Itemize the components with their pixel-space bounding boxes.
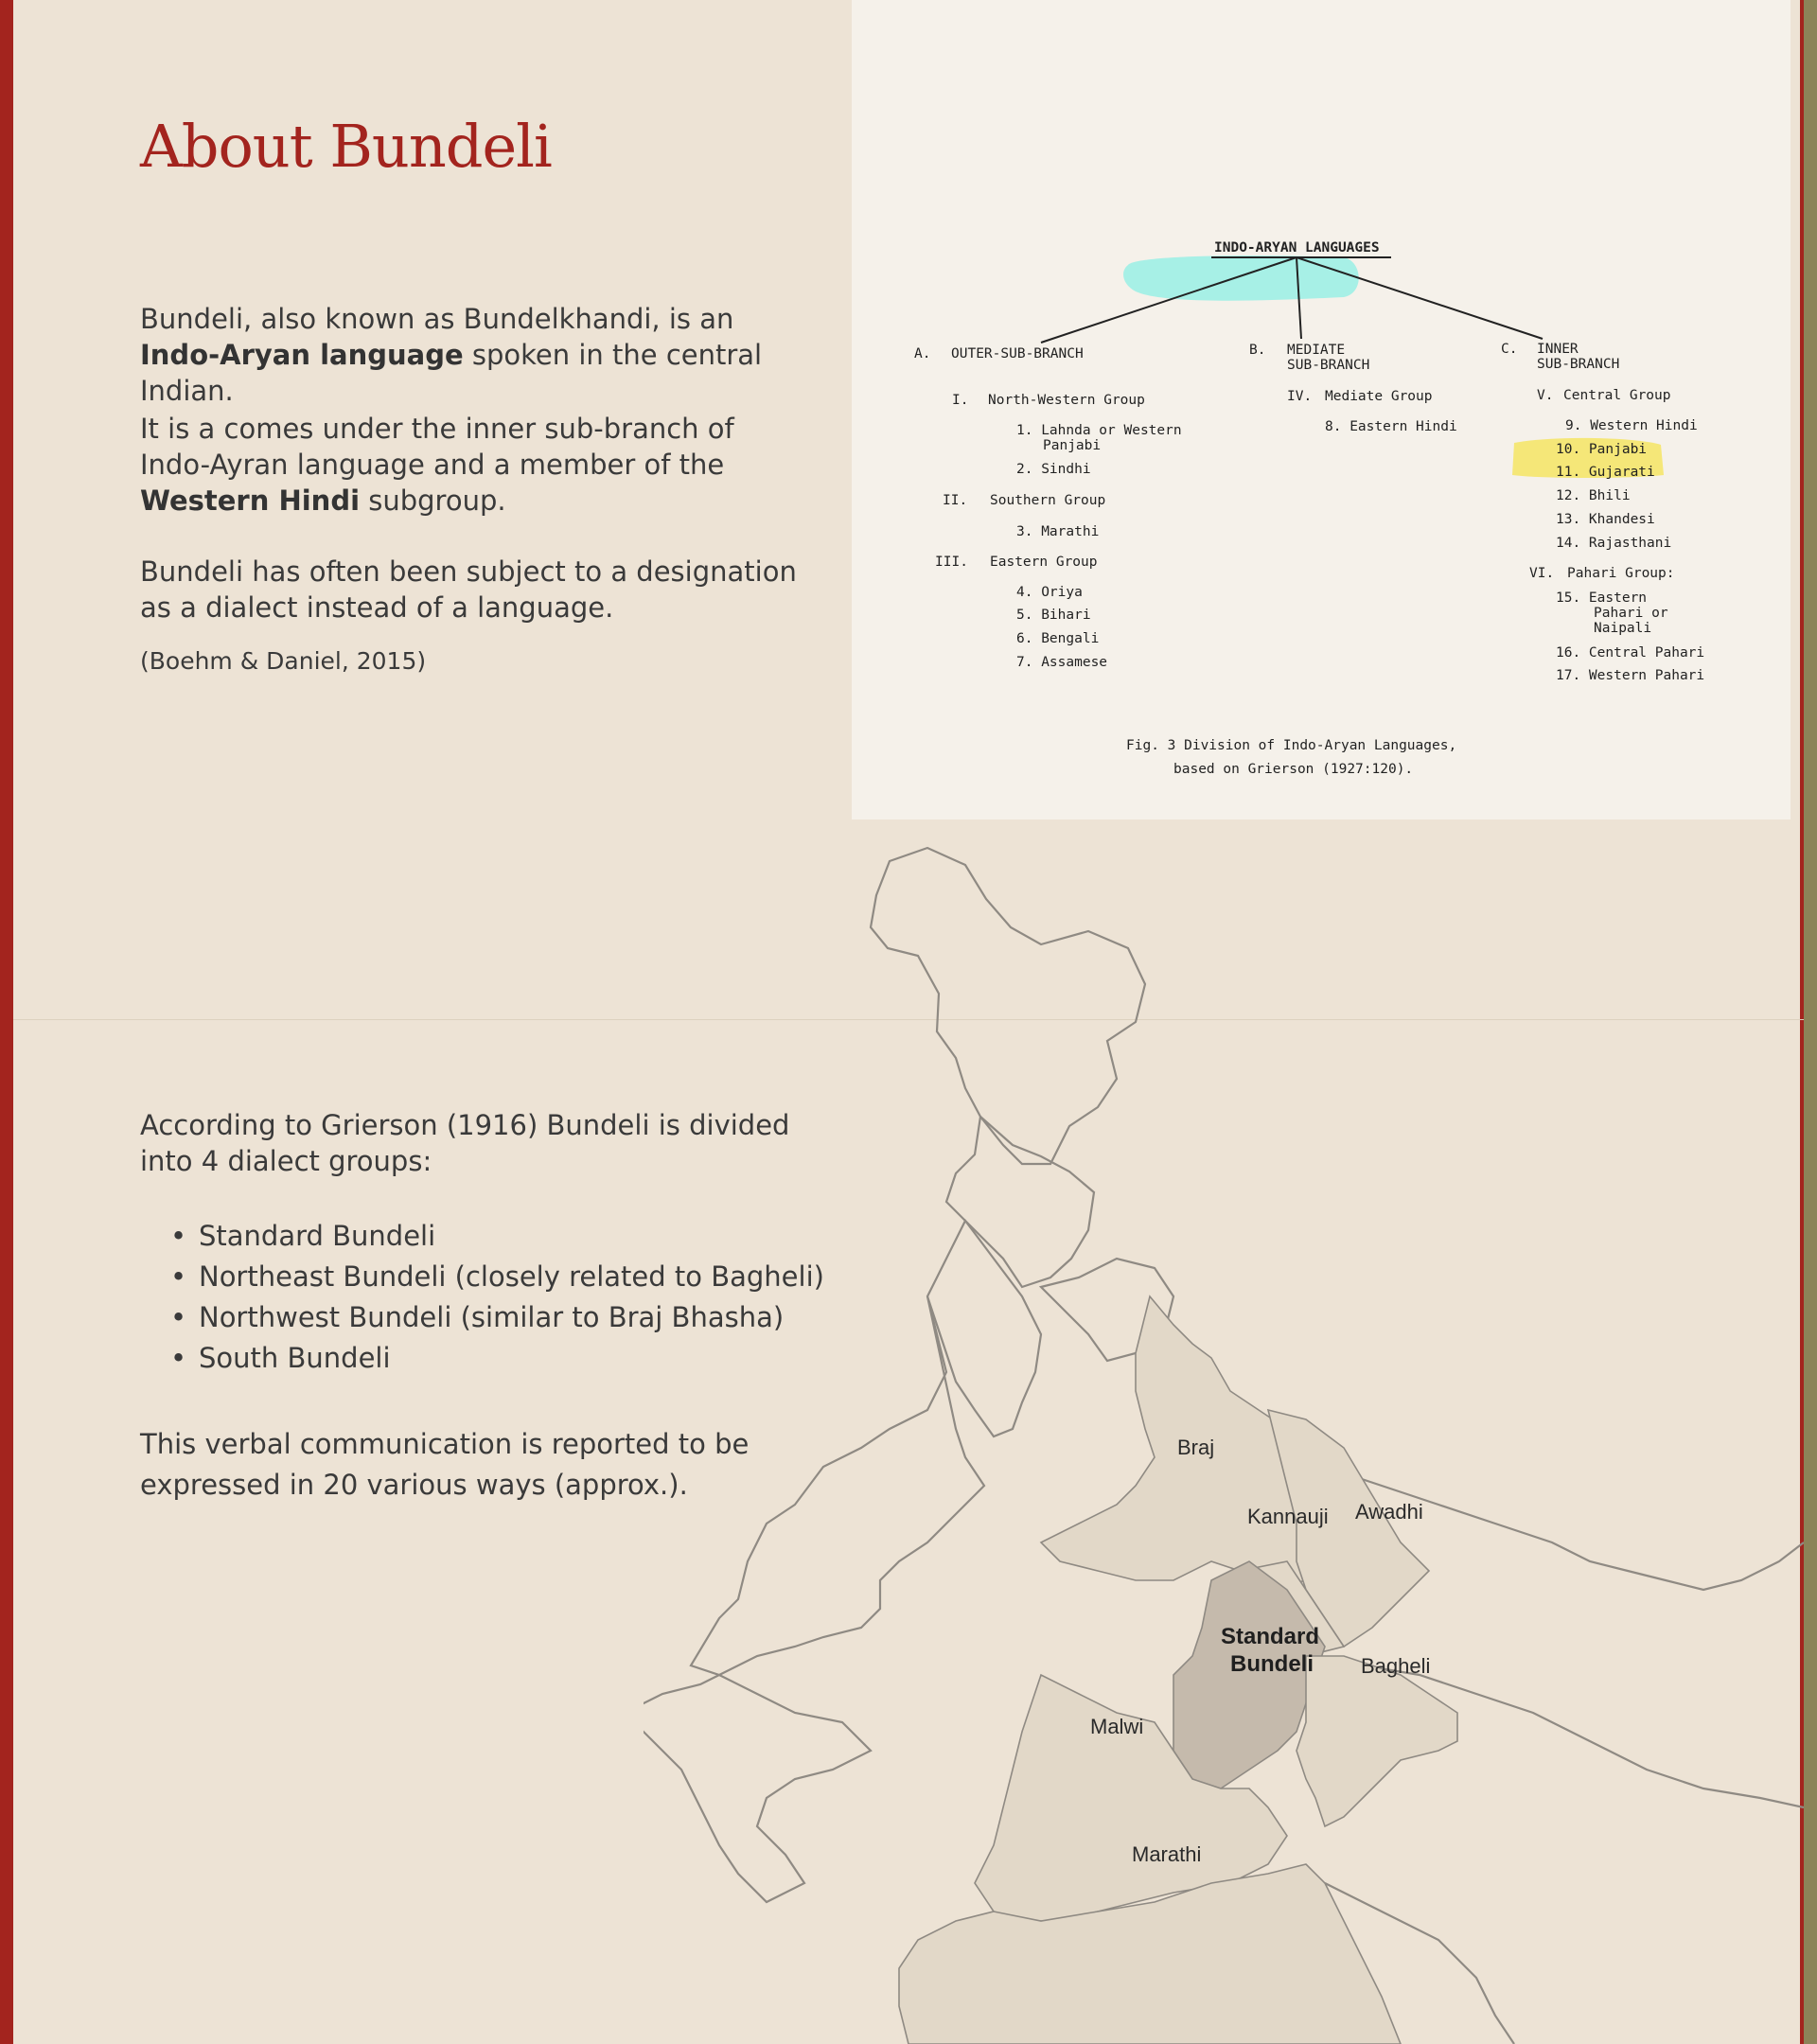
lang-1b: Panjabi [1043,438,1102,453]
lang-3: 3. Marathi [1016,524,1100,539]
northwest-region-b [927,1221,1041,1436]
map-label-kannauji: Kannauji [1247,1505,1329,1528]
group-mediate: Mediate Group [1325,389,1433,404]
lang-14: 14. Rajasthani [1556,536,1672,551]
intro-paragraph-2 [140,411,803,519]
map-label-marathi: Marathi [1132,1842,1202,1866]
intro-text: It is a comes under the inner sub-branch of Indo-Ayran language and a member of the [140,413,734,481]
lang-10: 10. Panjabi [1556,442,1648,457]
citation: (Boehm & Daniel, 2015) [140,647,427,675]
map-label-standard-1: Standard [1221,1624,1320,1649]
list-item: • South Bundeli [170,1338,824,1379]
group-south: Southern Group [990,493,1106,508]
roman-4: IV. [1287,389,1313,404]
lang-6: 6. Bengali [1016,631,1100,646]
roman-5: V. [1537,388,1554,403]
c-letter: C. [1501,342,1518,357]
lang-17: 17. Western Pahari [1556,668,1705,683]
lang-12: 12. Bhili [1556,488,1631,503]
map-label-braj: Braj [1177,1436,1215,1459]
figure-caption-2: based on Grierson (1927:120). [1173,762,1414,777]
left-border [0,0,13,2044]
list-item: • Northeast Bundeli (closely related to Bagheli) [170,1257,824,1297]
list-item: • Standard Bundeli [170,1216,824,1257]
lang-13: 13. Khandesi [1556,512,1655,527]
c-label1: INNER [1537,342,1579,357]
intro-paragraph-1 [140,301,803,409]
intro-bold-term: Indo-Aryan language [140,339,464,371]
roman-1: I. [952,393,969,408]
lang-5: 5. Bihari [1016,608,1091,623]
group-pahari: Pahari Group: [1567,566,1675,581]
b-letter: B. [1249,343,1266,358]
intro-bold-term: Western Hindi [140,485,361,517]
lang-11: 11. Gujarati [1556,465,1655,480]
dialects-intro: According to Grierson (1916) Bundeli is divided into 4 dialect groups: [140,1109,790,1177]
group-east: Eastern Group [990,555,1098,570]
intro-text: spoken in the central Indian. [140,339,763,407]
group-central: Central Group [1563,388,1671,403]
map-label-malwi: Malwi [1090,1715,1144,1738]
lang-8: 8. Eastern Hindi [1325,419,1457,434]
c-label2: SUB-BRANCH [1537,357,1620,372]
lang-4: 4. Oriya [1016,585,1083,600]
a-label: OUTER-SUB-BRANCH [951,346,1084,361]
lang-1a: 1. Lahnda or Western [1016,423,1182,438]
list-item: • Northwest Bundeli (similar to Braj Bhasha) [170,1297,824,1338]
north-region [871,848,1145,1164]
page-title: About Bundeli [140,112,552,181]
intro-paragraph-3: Bundeli has often been subject to a designation as a dialect instead of a language. [140,555,797,624]
right-border [1804,0,1817,2044]
tree-diagram [852,0,1791,819]
map-label-standard-2: Bundeli [1230,1651,1314,1677]
intro-text: subgroup. [360,485,506,517]
lang-15b: Pahari or [1594,606,1668,621]
lang-7: 7. Assamese [1016,655,1108,670]
lang-15c: Naipali [1594,621,1652,636]
figure-caption-1: Fig. 3 Division of Indo-Aryan Languages, [1126,738,1457,753]
roman-3: III. [935,555,968,570]
intro-text: Bundeli, also known as Bundelkhandi, is an [140,303,734,335]
gujarat-region [644,1675,871,1902]
lang-15a: 15. Eastern [1556,590,1648,606]
tree-root: INDO-ARYAN LANGUAGES [1214,240,1380,256]
group-nw: North-Western Group [988,393,1145,408]
teal-highlight [1123,256,1359,301]
b-label1: MEDIATE [1287,343,1346,358]
dialects-note: This verbal communication is reported to be expressed in 20 various ways (approx.). [140,1428,750,1501]
lang-16: 16. Central Pahari [1556,645,1705,661]
indo-aryan-tree-figure [852,0,1791,819]
bagheli-region [1297,1656,1457,1826]
west-region [691,1296,984,1675]
northwest-region-a [946,1117,1094,1287]
lang-2: 2. Sindhi [1016,462,1091,477]
b-label2: SUB-BRANCH [1287,358,1370,373]
map-label-bagheli: Bagheli [1361,1654,1431,1678]
lang-9: 9. Western Hindi [1565,418,1698,433]
a-letter: A. [914,346,931,361]
india-dialect-map [644,842,1804,2044]
branch-c-line [1297,257,1543,339]
map-label-awadhi: Awadhi [1355,1500,1423,1524]
roman-6: VI. [1529,566,1555,581]
roman-2: II. [943,493,968,508]
